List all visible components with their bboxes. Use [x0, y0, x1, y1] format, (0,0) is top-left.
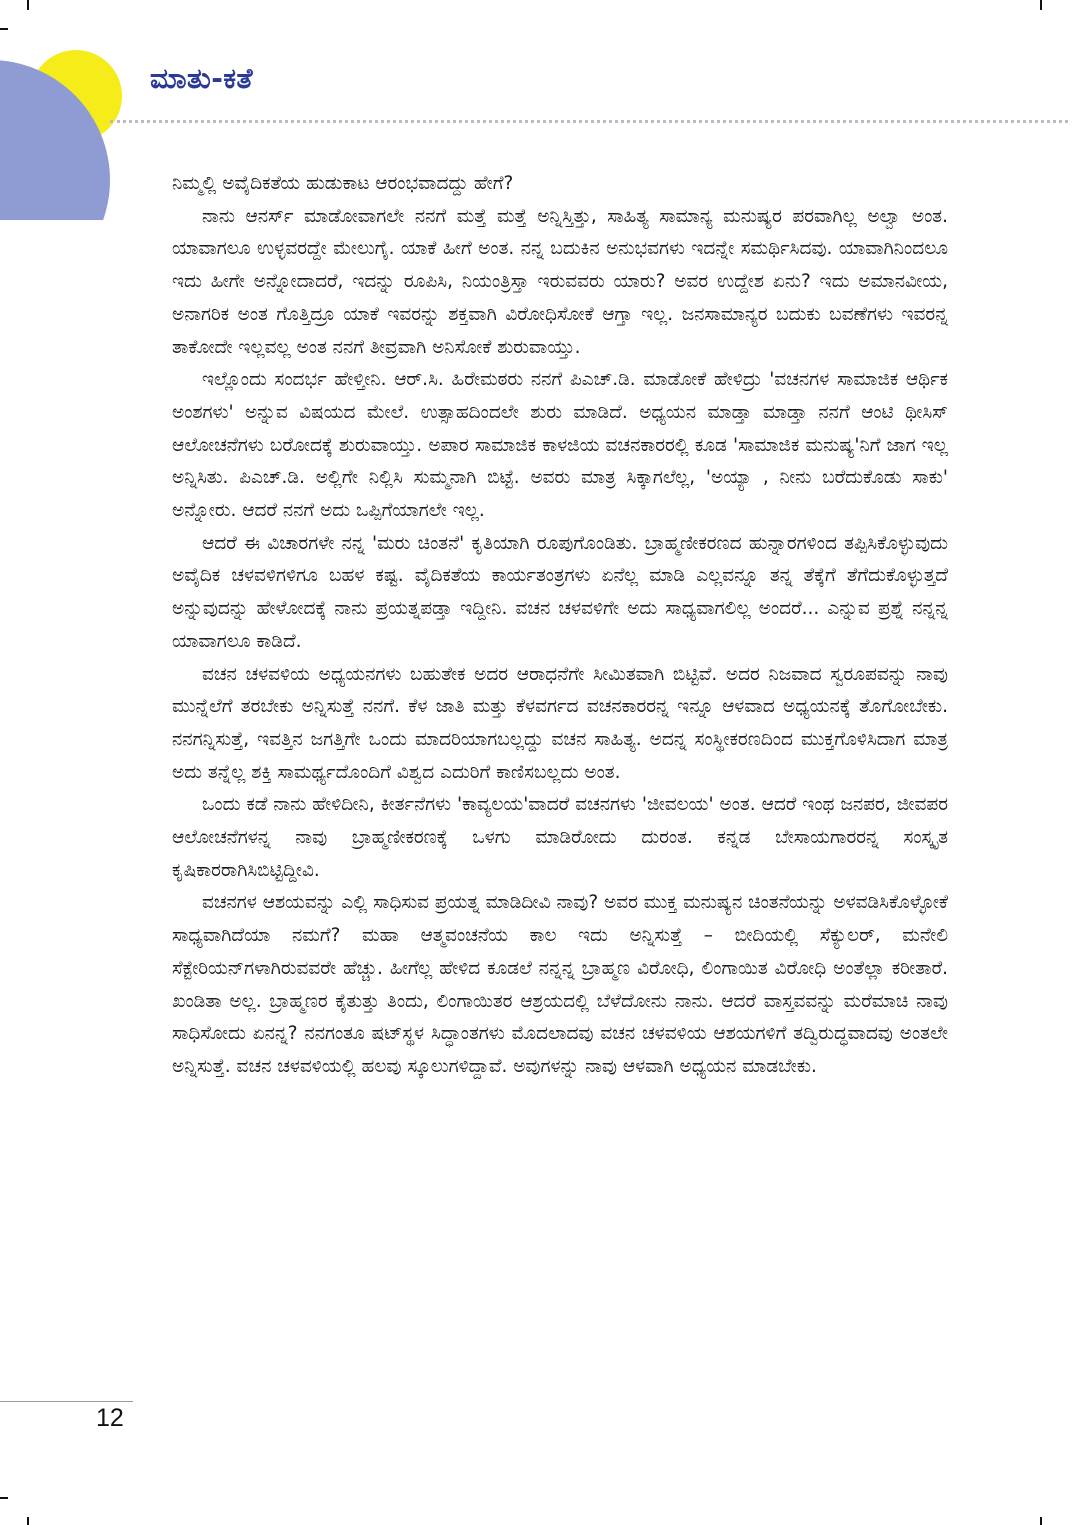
paragraph: ಆದರೆ ಈ ವಿಚಾರಗಳೇ ನನ್ನ 'ಮರು ಚಿಂತನೆ' ಕೃತಿಯಾಗಿ ರೂಪುಗೊಂಡಿತು. ಬ್ರಾಹ್ಮಣೀಕರಣದ ಹುನ್ನಾರಗಳಿಂದ ತಪ್ಪಿಸಿಕೊಳ್ಳುವುದು ಅವೈದಿಕ ಚಳವಳಿಗಳಿಗೂ ಬಹಳ ಕಷ್ಟ. ವೈದಿಕತೆಯ ಕಾರ್ಯತಂತ್ರಗಳು ಏನೆಲ್ಲ ಮಾಡಿ ಎಲ್ಲವನ್ನೂ ತನ್ನ ತೆಕ್ಕೆಗೆ ತೆಗೆದುಕೊಳ್ಳುತ್ತದೆ ಅನ್ನುವುದನ್ನು ಹೇಳೋದಕ್ಕೆ ನಾನು ಪ್ರಯತ್ನಪಡ್ತಾ ಇದ್ದೀನಿ. ವಚನ ಚಳವಳಿಗೇ ಅದು ಸಾಧ್ಯವಾಗಲಿಲ್ಲ ಅಂದರೆ... ಎನ್ನುವ ಪ್ರಶ್ನೆ ನನ್ನನ್ನ ಯಾವಾಗಲೂ ಕಾಡಿದೆ. [172, 532, 948, 652]
paragraph: ವಚನ ಚಳವಳಿಯ ಅಧ್ಯಯನಗಳು ಬಹುತೇಕ ಅದರ ಆರಾಧನೆಗೇ ಸೀಮಿತವಾಗಿ ಬಿಟ್ಟಿವೆ. ಅದರ ನಿಜವಾದ ಸ್ವರೂಪವನ್ನು ನಾವು ಮುನ್ನೆಲೆಗೆ ತರಬೇಕು ಅನ್ನಿಸುತ್ತೆ ನನಗೆ. ಕೆಳ ಜಾತಿ ಮತ್ತು ಕೆಳವರ್ಗದ ವಚನಕಾರರನ್ನ ಇನ್ನೂ ಆಳವಾದ ಅಧ್ಯಯನಕ್ಕೆ ತೊಗೋಬೇಕು. ನನಗನ್ನಿಸುತ್ತೆ, ಇವತ್ತಿನ ಜಗತ್ತಿಗೇ ಒಂದು ಮಾದರಿಯಾಗಬಲ್ಲದ್ದು ವಚನ ಸಾಹಿತ್ಯ. ಅದನ್ನ ಸಂಸ್ಥೀಕರಣದಿಂದ ಮುಕ್ತಗೊಳಿಸಿದಾಗ ಮಾತ್ರ ಅದು ತನ್ನೆಲ್ಲ ಶಕ್ತಿ ಸಾಮರ್ಥ್ಯದೊಂದಿಗೆ ವಿಶ್ವದ ಎದುರಿಗೆ ಕಾಣಿಸಬಲ್ಲದು ಅಂತ. [172, 663, 948, 783]
paragraph: ಇಲ್ಲೊಂದು ಸಂದರ್ಭ ಹೇಳ್ತೀನಿ. ಆರ್.ಸಿ. ಹಿರೇಮಠರು ನನಗೆ ಪಿಎಚ್.ಡಿ. ಮಾಡೋಕೆ ಹೇಳಿದ್ರು 'ವಚನಗಳ ಸಾಮಾಜಿಕ ಆರ್ಥಿಕ ಅಂಶಗಳು' ಅನ್ನುವ ವಿಷಯದ ಮೇಲೆ. ಉತ್ಸಾಹದಿಂದಲೇ ಶುರು ಮಾಡಿದೆ. ಅಧ್ಯಯನ ಮಾಡ್ತಾ ಮಾಡ್ತಾ ನನಗೆ ಆಂಟಿ ಥೀಸಿಸ್ ಆಲೋಚನೆಗಳು ಬರೋದಕ್ಕೆ ಶುರುವಾಯ್ತು. ಅಪಾರ ಸಾಮಾಜಿಕ ಕಾಳಜಿಯ ವಚನಕಾರರಲ್ಲಿ ಕೂಡ 'ಸಾಮಾಜಿಕ ಮನುಷ್ಯ'ನಿಗೆ ಜಾಗ ಇಲ್ಲ ಅನ್ನಿಸಿತು. ಪಿಎಚ್.ಡಿ. ಅಲ್ಲಿಗೇ ನಿಲ್ಲಿಸಿ ಸುಮ್ಮನಾಗಿ ಬಿಟ್ಟೆ. ಅವರು ಮಾತ್ರ ಸಿಕ್ಕಾಗಲೆಲ್ಲ, 'ಅಯ್ಯಾ , ನೀನು ಬರೆದುಕೊಡು ಸಾಕು' ಅನ್ನೋರು. ಆದರೆ ನನಗೆ ಅದು ಒಪ್ಪಿಗೆಯಾಗಲೇ ಇಲ್ಲ. [172, 369, 948, 522]
section-title: ಮಾತು-ಕತೆ [150, 62, 253, 95]
article-body [172, 168, 948, 1084]
header-decoration [0, 0, 140, 220]
crop-mark-bottom-left [27, 1517, 29, 1525]
crop-mark-left-bottom [0, 1497, 8, 1499]
page-number: 12 [96, 1404, 124, 1432]
paragraph: ನಾನು ಆನರ್ಸ್ ಮಾಡೋವಾಗಲೇ ನನಗೆ ಮತ್ತೆ ಮತ್ತೆ ಅನ್ನಿಸ್ತಿತ್ತು, ಸಾಹಿತ್ಯ ಸಾಮಾನ್ಯ ಮನುಷ್ಯರ ಪರವಾಗಿಲ್ಲ ಅಲ್ವಾ ಅಂತ. ಯಾವಾಗಲೂ ಉಳ್ಳವರದ್ದೇ ಮೇಲುಗೈ. ಯಾಕೆ ಹೀಗೆ ಅಂತ. ನನ್ನ ಬದುಕಿನ ಅನುಭವಗಳು ಇದನ್ನೇ ಸಮರ್ಥಿಸಿದವು. ಯಾವಾಗಿನಿಂದಲೂ ಇದು ಹೀಗೇ ಅನ್ನೋದಾದರೆ, ಇದನ್ನು ರೂಪಿಸಿ, ನಿಯಂತ್ರಿಸ್ತಾ ಇರುವವರು ಯಾರು? ಅವರ ಉದ್ದೇಶ ಏನು? ಇದು ಅಮಾನವೀಯ, ಅನಾಗರಿಕ ಅಂತ ಗೊತ್ತಿದ್ರೂ ಯಾಕೆ ಇವರನ್ನು ಶಕ್ತವಾಗಿ ವಿರೋಧಿಸೋಕೆ ಆಗ್ತಾ ಇಲ್ಲ. ಜನಸಾಮಾನ್ಯರ ಬದುಕು ಬವಣೆಗಳು ಇವರನ್ನ ತಾಕೋದೇ ಇಲ್ಲವಲ್ಲ ಅಂತ ನನಗೆ ತೀವ್ರವಾಗಿ ಅನಿಸೋಕೆ ಶುರುವಾಯ್ತು. [172, 205, 948, 358]
dotted-divider [110, 120, 1068, 123]
crop-mark-top-right [1040, 0, 1042, 10]
interview-question: ನಿಮ್ಮಲ್ಲಿ ಅವೈದಿಕತೆಯ ಹುಡುಕಾಟ ಆರಂಭವಾದದ್ದು ಹೇಗೆ? [172, 173, 514, 194]
crop-mark-bottom-right [1040, 1517, 1042, 1525]
paragraph: ಒಂದು ಕಡೆ ನಾನು ಹೇಳಿದೀನಿ, ಕೀರ್ತನೆಗಳು 'ಕಾವ್ಯಲಯ'ವಾದರೆ ವಚನಗಳು 'ಜೀವಲಯ' ಅಂತ. ಆದರೆ ಇಂಥ ಜನಪರ, ಜೀವಪರ ಆಲೋಚನೆಗಳನ್ನ ನಾವು ಬ್ರಾಹ್ಮಣೀಕರಣಕ್ಕೆ ಒಳಗು ಮಾಡಿರೋದು ದುರಂತ. ಕನ್ನಡ ಬೇಸಾಯಗಾರರನ್ನ ಸಂಸ್ಕೃತ ಕೃಷಿಕಾರರಾಗಿಸಿಬಿಟ್ಟಿದ್ದೀವಿ. [172, 794, 948, 881]
paragraph: ವಚನಗಳ ಆಶಯವನ್ನು ಎಲ್ಲಿ ಸಾಧಿಸುವ ಪ್ರಯತ್ನ ಮಾಡಿದೀವಿ ನಾವು? ಅವರ ಮುಕ್ತ ಮನುಷ್ಯನ ಚಿಂತನೆಯನ್ನು ಅಳವಡಿಸಿಕೊಳ್ಳೋಕೆ ಸಾಧ್ಯವಾಗಿದೆಯಾ ನಮಗೆ? ಮಹಾ ಆತ್ಮವಂಚನೆಯ ಕಾಲ ಇದು ಅನ್ನಿಸುತ್ತೆ – ಬೀದಿಯಲ್ಲಿ ಸೆಕ್ಯುಲರ್, ಮನೇಲಿ ಸೆಕ್ಟೇರಿಯನ್‌ಗಳಾಗಿರುವವರೇ ಹೆಚ್ಚು. ಹೀಗೆಲ್ಲ ಹೇಳಿದ ಕೂಡಲೆ ನನ್ನನ್ನ ಬ್ರಾಹ್ಮಣ ವಿರೋಧಿ, ಲಿಂಗಾಯಿತ ವಿರೋಧಿ ಅಂತೆಲ್ಲಾ ಕರೀತಾರೆ. ಖಂಡಿತಾ ಅಲ್ಲ. ಬ್ರಾಹ್ಮಣರ ಕೈತುತ್ತು ತಿಂದು, ಲಿಂಗಾಯಿತರ ಆಶ್ರಯದಲ್ಲಿ ಬೆಳೆದೋನು ನಾನು. ಆದರೆ ವಾಸ್ತವವನ್ನು ಮರೆಮಾಚಿ ನಾವು ಸಾಧಿಸೋದು ಏನನ್ನ? ನನಗಂತೂ ಷಟ್‌ಸ್ಥಳ ಸಿದ್ಧಾಂತಗಳು ಮೊದಲಾದವು ವಚನ ಚಳವಳಿಯ ಆಶಯಗಳಿಗೆ ತದ್ವಿರುದ್ಧವಾದವು ಅಂತಲೇ ಅನ್ನಿಸುತ್ತೆ. ವಚನ ಚಳವಳಿಯಲ್ಲಿ ಹಲವು ಸ್ಕೂಲುಗಳಿದ್ದಾವೆ. ಅವುಗಳನ್ನು ನಾವು ಆಳವಾಗಿ ಅಧ್ಯಯನ ಮಾಡಬೇಕು. [172, 892, 948, 1077]
footer-rule [0, 1401, 133, 1402]
